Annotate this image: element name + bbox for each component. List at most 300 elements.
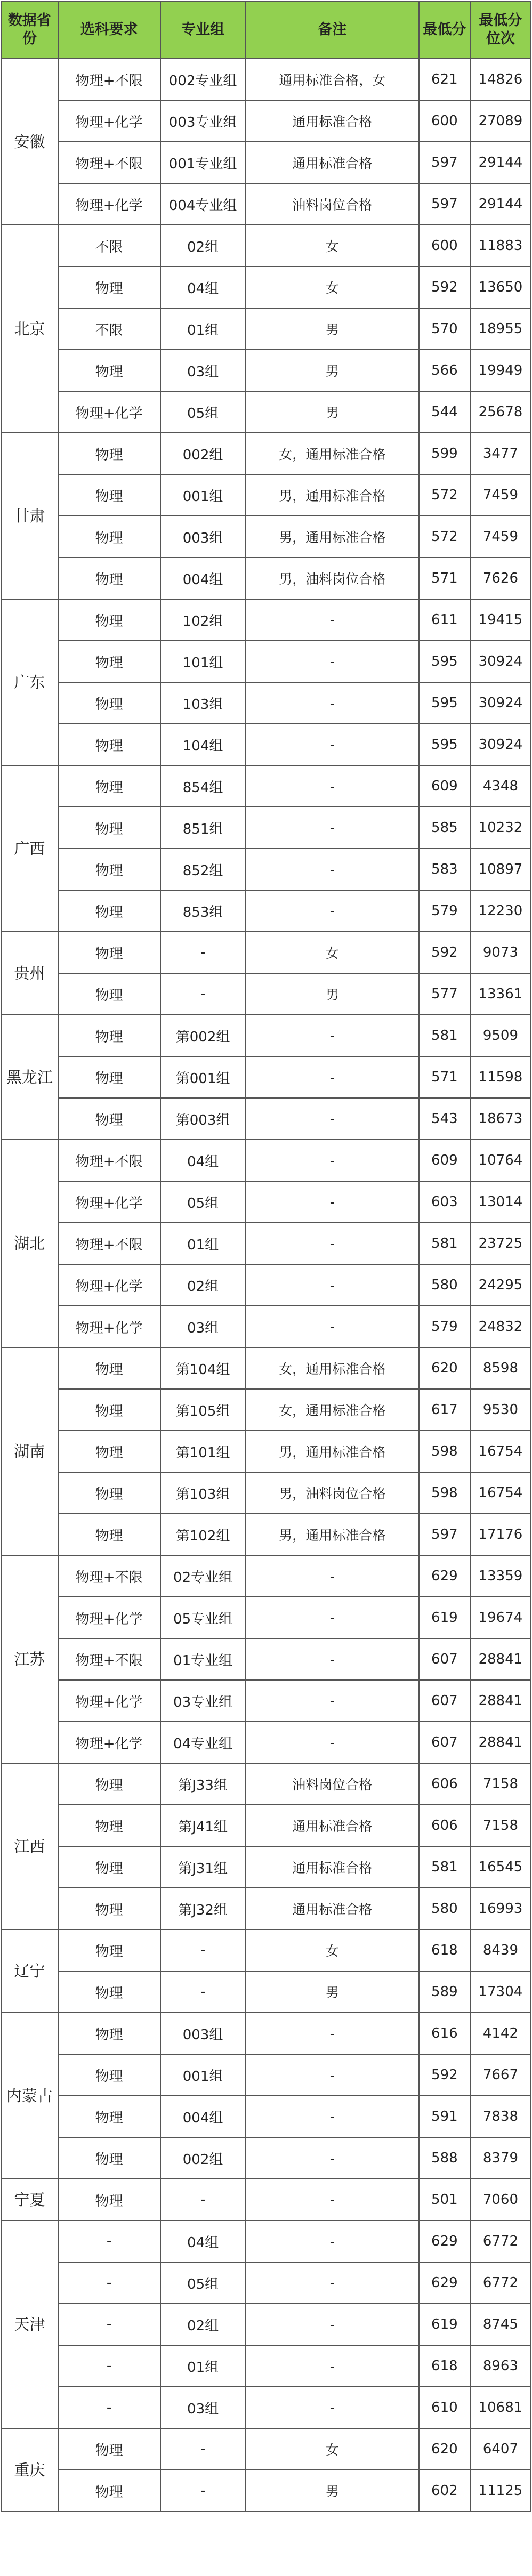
rank-cell: 13361	[470, 973, 531, 1015]
province-cell: 安徽	[1, 59, 58, 225]
remark-cell: -	[246, 2179, 419, 2220]
remark-cell: 女，通用标准合格	[246, 1389, 419, 1431]
remark-cell: -	[246, 724, 419, 765]
subject-cell: 物理	[58, 724, 160, 765]
group-cell: 001组	[160, 474, 246, 516]
subject-cell: 物理+不限	[58, 1140, 160, 1181]
province-cell: 北京	[1, 225, 58, 433]
subject-cell: 物理	[58, 1514, 160, 1555]
group-cell: 002组	[160, 433, 246, 474]
table-row	[1, 2428, 531, 2470]
remark-cell: 男，通用标准合格	[246, 474, 419, 516]
score-cell: 597	[419, 1514, 470, 1555]
header-major-group: 专业组	[160, 1, 246, 59]
table-row	[1, 973, 531, 1015]
score-cell: 607	[419, 1638, 470, 1680]
province-cell: 天津	[1, 2220, 58, 2428]
rank-cell: 25678	[470, 391, 531, 433]
rank-cell: 7060	[470, 2179, 531, 2220]
score-cell: 571	[419, 1056, 470, 1098]
admission-score-table	[1, 1, 531, 2512]
rank-cell: 19415	[470, 599, 531, 641]
score-cell: 566	[419, 350, 470, 391]
subject-cell: -	[58, 2387, 160, 2428]
group-cell: -	[160, 932, 246, 973]
rank-cell: 7667	[470, 2054, 531, 2096]
subject-cell: 物理	[58, 350, 160, 391]
table-row	[1, 1680, 531, 1722]
group-cell: 103组	[160, 682, 246, 724]
subject-cell: 物理	[58, 849, 160, 890]
group-cell: 003组	[160, 2013, 246, 2054]
table-row	[1, 599, 531, 641]
score-cell: 619	[419, 2304, 470, 2345]
group-cell: 第104组	[160, 1347, 246, 1389]
subject-cell: 物理	[58, 1929, 160, 1971]
table-row	[1, 516, 531, 558]
table-row	[1, 100, 531, 142]
rank-cell: 7158	[470, 1805, 531, 1846]
subject-cell: 物理	[58, 1098, 160, 1140]
group-cell: 001组	[160, 2054, 246, 2096]
table-row	[1, 558, 531, 599]
remark-cell: 男，油料岗位合格	[246, 1472, 419, 1514]
score-cell: 597	[419, 142, 470, 183]
rank-cell: 28841	[470, 1722, 531, 1763]
group-cell: 852组	[160, 849, 246, 890]
remark-cell: -	[246, 1555, 419, 1597]
rank-cell: 24295	[470, 1264, 531, 1306]
table-row	[1, 1223, 531, 1264]
remark-cell: -	[246, 1098, 419, 1140]
score-cell: 609	[419, 1140, 470, 1181]
subject-cell: 物理	[58, 433, 160, 474]
subject-cell: 物理	[58, 2137, 160, 2179]
score-cell: 595	[419, 641, 470, 682]
table-row	[1, 1098, 531, 1140]
rank-cell: 16993	[470, 1888, 531, 1929]
table-row	[1, 2262, 531, 2304]
remark-cell: -	[246, 849, 419, 890]
table-row	[1, 2345, 531, 2387]
remark-cell: 通用标准合格	[246, 1805, 419, 1846]
table-row	[1, 2470, 531, 2512]
rank-cell: 19674	[470, 1597, 531, 1638]
subject-cell: 物理+不限	[58, 1638, 160, 1680]
rank-cell: 29144	[470, 142, 531, 183]
score-cell: 583	[419, 849, 470, 890]
header-subject-requirement: 选科要求	[58, 1, 160, 59]
remark-cell: 油料岗位合格	[246, 1763, 419, 1805]
score-cell: 600	[419, 100, 470, 142]
rank-cell: 4348	[470, 765, 531, 807]
remark-cell: -	[246, 2013, 419, 2054]
table-row	[1, 2220, 531, 2262]
rank-cell: 30924	[470, 724, 531, 765]
group-cell: 01组	[160, 2345, 246, 2387]
table-row	[1, 2179, 531, 2220]
rank-cell: 7626	[470, 558, 531, 599]
remark-cell: -	[246, 1306, 419, 1347]
rank-cell: 16754	[470, 1472, 531, 1514]
subject-cell: 物理	[58, 1056, 160, 1098]
remark-cell: -	[246, 2345, 419, 2387]
table-row	[1, 1597, 531, 1638]
remark-cell: -	[246, 682, 419, 724]
score-cell: 580	[419, 1888, 470, 1929]
rank-cell: 10232	[470, 807, 531, 849]
group-cell: 854组	[160, 765, 246, 807]
score-cell: 620	[419, 2428, 470, 2470]
score-cell: 629	[419, 2220, 470, 2262]
subject-cell: 物理+化学	[58, 1181, 160, 1223]
score-cell: 592	[419, 932, 470, 973]
table-row	[1, 1555, 531, 1597]
table-row	[1, 1722, 531, 1763]
rank-cell: 14826	[470, 59, 531, 100]
table-row	[1, 1929, 531, 1971]
group-cell: 03组	[160, 1306, 246, 1347]
remark-cell: -	[246, 641, 419, 682]
score-cell: 572	[419, 474, 470, 516]
group-cell: 04专业组	[160, 1722, 246, 1763]
remark-cell: -	[246, 1264, 419, 1306]
group-cell: 第003组	[160, 1098, 246, 1140]
table-row	[1, 1638, 531, 1680]
subject-cell: 物理	[58, 1846, 160, 1888]
rank-cell: 6772	[470, 2262, 531, 2304]
group-cell: 第J32组	[160, 1888, 246, 1929]
group-cell: 03专业组	[160, 1680, 246, 1722]
remark-cell: -	[246, 2262, 419, 2304]
group-cell: 第002组	[160, 1015, 246, 1056]
remark-cell: -	[246, 2054, 419, 2096]
subject-cell: -	[58, 2262, 160, 2304]
rank-cell: 9073	[470, 932, 531, 973]
score-cell: 595	[419, 724, 470, 765]
rank-cell: 8439	[470, 1929, 531, 1971]
rank-cell: 7459	[470, 516, 531, 558]
score-cell: 592	[419, 2054, 470, 2096]
subject-cell: 物理	[58, 1347, 160, 1389]
rank-cell: 12230	[470, 890, 531, 932]
rank-cell: 30924	[470, 682, 531, 724]
score-cell: 606	[419, 1805, 470, 1846]
rank-cell: 11125	[470, 2470, 531, 2512]
remark-cell: -	[246, 2220, 419, 2262]
subject-cell: 物理	[58, 1389, 160, 1431]
subject-cell: 物理	[58, 932, 160, 973]
table-row	[1, 59, 531, 100]
table-row	[1, 1306, 531, 1347]
table-row	[1, 849, 531, 890]
remark-cell: 通用标准合格	[246, 100, 419, 142]
province-cell: 内蒙古	[1, 2013, 58, 2179]
score-cell: 610	[419, 2387, 470, 2428]
table-header	[1, 1, 531, 59]
province-cell: 江苏	[1, 1555, 58, 1763]
remark-cell: -	[246, 599, 419, 641]
subject-cell: -	[58, 2304, 160, 2345]
header-min-score: 最低分	[419, 1, 470, 59]
rank-cell: 17304	[470, 1971, 531, 2013]
rank-cell: 6772	[470, 2220, 531, 2262]
table-row	[1, 1514, 531, 1555]
table-row	[1, 2387, 531, 2428]
rank-cell: 13359	[470, 1555, 531, 1597]
table-row	[1, 308, 531, 350]
subject-cell: 物理	[58, 1015, 160, 1056]
rank-cell: 18955	[470, 308, 531, 350]
table-row	[1, 1181, 531, 1223]
score-cell: 592	[419, 267, 470, 308]
score-cell: 629	[419, 2262, 470, 2304]
score-cell: 581	[419, 1015, 470, 1056]
subject-cell: 物理+化学	[58, 1264, 160, 1306]
remark-cell: 男，油料岗位合格	[246, 558, 419, 599]
table-row	[1, 1431, 531, 1472]
subject-cell: 物理+化学	[58, 1722, 160, 1763]
remark-cell: -	[246, 2096, 419, 2137]
province-cell: 广西	[1, 765, 58, 932]
remark-cell: -	[246, 1597, 419, 1638]
group-cell: -	[160, 1929, 246, 1971]
subject-cell: 物理+化学	[58, 1597, 160, 1638]
rank-cell: 18673	[470, 1098, 531, 1140]
table-row	[1, 2304, 531, 2345]
table-row	[1, 1971, 531, 2013]
page	[0, 1, 532, 2576]
group-cell: 02组	[160, 2304, 246, 2345]
header-min-rank: 最低分位次	[470, 1, 531, 59]
group-cell: 004专业组	[160, 183, 246, 225]
remark-cell: -	[246, 765, 419, 807]
score-cell: 600	[419, 225, 470, 267]
table-row	[1, 225, 531, 267]
subject-cell: 物理	[58, 1472, 160, 1514]
remark-cell: -	[246, 1056, 419, 1098]
table-row	[1, 350, 531, 391]
subject-cell: 物理	[58, 641, 160, 682]
group-cell: 01组	[160, 308, 246, 350]
group-cell: -	[160, 1971, 246, 2013]
remark-cell: 女，通用标准合格	[246, 433, 419, 474]
rank-cell: 11883	[470, 225, 531, 267]
table-row	[1, 2096, 531, 2137]
remark-cell: 通用标准合格，女	[246, 59, 419, 100]
rank-cell: 8379	[470, 2137, 531, 2179]
province-cell: 贵州	[1, 932, 58, 1015]
remark-cell: -	[246, 1680, 419, 1722]
group-cell: -	[160, 973, 246, 1015]
score-cell: 617	[419, 1389, 470, 1431]
table-body	[1, 59, 531, 2512]
province-cell: 湖北	[1, 1140, 58, 1347]
table-row	[1, 641, 531, 682]
score-cell: 621	[419, 59, 470, 100]
score-cell: 570	[419, 308, 470, 350]
remark-cell: -	[246, 1140, 419, 1181]
score-cell: 599	[419, 433, 470, 474]
province-cell: 宁夏	[1, 2179, 58, 2220]
score-cell: 579	[419, 1306, 470, 1347]
group-cell: 01专业组	[160, 1638, 246, 1680]
table-row	[1, 391, 531, 433]
score-cell: 597	[419, 183, 470, 225]
group-cell: 003组	[160, 516, 246, 558]
table-row	[1, 1015, 531, 1056]
table-row	[1, 1472, 531, 1514]
group-cell: 05组	[160, 2262, 246, 2304]
score-cell: 609	[419, 765, 470, 807]
remark-cell: 男	[246, 308, 419, 350]
remark-cell: 男	[246, 350, 419, 391]
group-cell: 第J31组	[160, 1846, 246, 1888]
province-cell: 湖南	[1, 1347, 58, 1555]
remark-cell: 男，通用标准合格	[246, 1514, 419, 1555]
score-cell: 618	[419, 2345, 470, 2387]
remark-cell: 男，通用标准合格	[246, 1431, 419, 1472]
table-row	[1, 1846, 531, 1888]
group-cell: -	[160, 2179, 246, 2220]
province-cell: 广东	[1, 599, 58, 765]
remark-cell: -	[246, 807, 419, 849]
group-cell: 04组	[160, 2220, 246, 2262]
group-cell: 02组	[160, 225, 246, 267]
score-cell: 585	[419, 807, 470, 849]
remark-cell: -	[246, 2304, 419, 2345]
subject-cell: 物理+不限	[58, 1555, 160, 1597]
group-cell: 04组	[160, 1140, 246, 1181]
table-row	[1, 1264, 531, 1306]
score-cell: 543	[419, 1098, 470, 1140]
remark-cell: 男	[246, 1971, 419, 2013]
subject-cell: 物理	[58, 2428, 160, 2470]
score-cell: 616	[419, 2013, 470, 2054]
rank-cell: 28841	[470, 1638, 531, 1680]
table-row	[1, 2137, 531, 2179]
group-cell: 05组	[160, 1181, 246, 1223]
remark-cell: -	[246, 1638, 419, 1680]
table-row	[1, 1389, 531, 1431]
subject-cell: 物理	[58, 516, 160, 558]
score-cell: 606	[419, 1763, 470, 1805]
group-cell: 第102组	[160, 1514, 246, 1555]
score-cell: 501	[419, 2179, 470, 2220]
remark-cell: 通用标准合格	[246, 142, 419, 183]
group-cell: 03组	[160, 350, 246, 391]
group-cell: 101组	[160, 641, 246, 682]
score-cell: 629	[419, 1555, 470, 1597]
score-cell: 598	[419, 1431, 470, 1472]
province-cell: 辽宁	[1, 1929, 58, 2013]
remark-cell: 女	[246, 2428, 419, 2470]
table-row	[1, 1056, 531, 1098]
rank-cell: 10764	[470, 1140, 531, 1181]
subject-cell: 物理+化学	[58, 1680, 160, 1722]
rank-cell: 13014	[470, 1181, 531, 1223]
province-cell: 甘肃	[1, 433, 58, 599]
remark-cell: -	[246, 890, 419, 932]
subject-cell: 物理	[58, 890, 160, 932]
table-row	[1, 682, 531, 724]
group-cell: 第J33组	[160, 1763, 246, 1805]
rank-cell: 10897	[470, 849, 531, 890]
rank-cell: 10681	[470, 2387, 531, 2428]
table-row	[1, 1347, 531, 1389]
rank-cell: 16754	[470, 1431, 531, 1472]
remark-cell: -	[246, 1722, 419, 1763]
remark-cell: 男，通用标准合格	[246, 516, 419, 558]
score-cell: 603	[419, 1181, 470, 1223]
remark-cell: -	[246, 2137, 419, 2179]
subject-cell: 物理	[58, 267, 160, 308]
subject-cell: -	[58, 2345, 160, 2387]
table-row	[1, 890, 531, 932]
score-cell: 618	[419, 1929, 470, 1971]
remark-cell: -	[246, 1181, 419, 1223]
rank-cell: 19949	[470, 350, 531, 391]
score-cell: 602	[419, 2470, 470, 2512]
rank-cell: 8963	[470, 2345, 531, 2387]
subject-cell: 物理	[58, 682, 160, 724]
group-cell: 03组	[160, 2387, 246, 2428]
score-cell: 577	[419, 973, 470, 1015]
group-cell: -	[160, 2470, 246, 2512]
remark-cell: 女，通用标准合格	[246, 1347, 419, 1389]
subject-cell: 物理	[58, 474, 160, 516]
subject-cell: 物理+化学	[58, 391, 160, 433]
rank-cell: 29144	[470, 183, 531, 225]
subject-cell: 物理	[58, 2470, 160, 2512]
subject-cell: 物理	[58, 973, 160, 1015]
group-cell: 02组	[160, 1264, 246, 1306]
group-cell: -	[160, 2428, 246, 2470]
group-cell: 04组	[160, 267, 246, 308]
group-cell: 004组	[160, 2096, 246, 2137]
subject-cell: -	[58, 2220, 160, 2262]
subject-cell: 物理+不限	[58, 59, 160, 100]
score-cell: 607	[419, 1680, 470, 1722]
subject-cell: 不限	[58, 308, 160, 350]
remark-cell: -	[246, 1223, 419, 1264]
remark-cell: 通用标准合格	[246, 1888, 419, 1929]
group-cell: 第001组	[160, 1056, 246, 1098]
score-cell: 591	[419, 2096, 470, 2137]
table-row	[1, 474, 531, 516]
rank-cell: 8745	[470, 2304, 531, 2345]
remark-cell: 通用标准合格	[246, 1846, 419, 1888]
score-cell: 620	[419, 1347, 470, 1389]
rank-cell: 8598	[470, 1347, 531, 1389]
score-cell: 619	[419, 1597, 470, 1638]
subject-cell: 物理	[58, 2179, 160, 2220]
table-row	[1, 724, 531, 765]
subject-cell: 物理	[58, 1971, 160, 2013]
remark-cell: -	[246, 2387, 419, 2428]
subject-cell: 不限	[58, 225, 160, 267]
table-row	[1, 142, 531, 183]
table-row	[1, 932, 531, 973]
subject-cell: 物理	[58, 2013, 160, 2054]
table-row	[1, 765, 531, 807]
score-cell: 589	[419, 1971, 470, 2013]
group-cell: 第105组	[160, 1389, 246, 1431]
group-cell: 001专业组	[160, 142, 246, 183]
score-cell: 579	[419, 890, 470, 932]
rank-cell: 24832	[470, 1306, 531, 1347]
score-cell: 581	[419, 1223, 470, 1264]
